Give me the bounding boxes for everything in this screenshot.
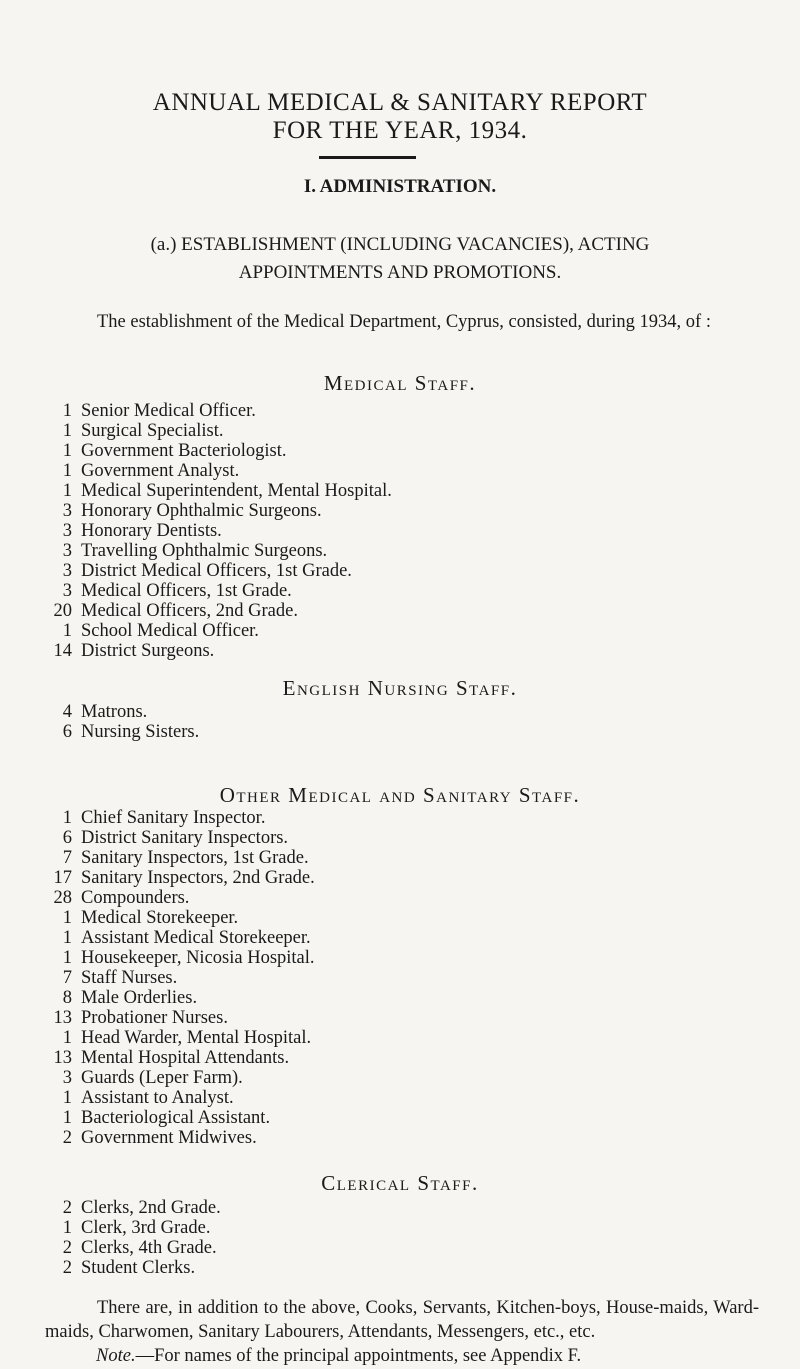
item-label: Government Bacteriologist.: [81, 441, 287, 461]
item-label: Probationer Nurses.: [81, 1008, 228, 1028]
intro-text: The establishment of the Medical Department, Cyprus, consisted, during 1934, of :: [97, 312, 711, 332]
item-label: Matrons.: [81, 702, 148, 722]
list-item: [40, 1008, 740, 1028]
list-item: [40, 481, 740, 501]
list-item: [40, 928, 740, 948]
note-text: —For names of the principal appointments, see Appendix F.: [135, 1346, 582, 1366]
list-item: [40, 441, 740, 461]
list-item: [40, 521, 740, 541]
group-heading-clerical-staff: Clerical Staff.: [321, 1171, 479, 1195]
item-label: Medical Storekeeper.: [81, 908, 239, 928]
item-label: Medical Officers, 1st Grade.: [81, 581, 292, 601]
list-item: [40, 828, 740, 848]
item-count: 13: [53, 1008, 72, 1028]
list-item: [40, 1048, 740, 1068]
item-count: 3: [62, 521, 72, 541]
item-label: Senior Medical Officer.: [81, 401, 256, 421]
item-label: Medical Superintendent, Mental Hospital.: [81, 481, 392, 501]
item-label: Housekeeper, Nicosia Hospital.: [81, 948, 315, 968]
list-item: [40, 988, 740, 1008]
item-count: 20: [53, 601, 72, 621]
item-label: Assistant Medical Storekeeper.: [81, 928, 311, 948]
item-label: Sanitary Inspectors, 2nd Grade.: [81, 868, 315, 888]
item-count: 1: [62, 928, 72, 948]
list-item: [40, 581, 740, 601]
item-count: 2: [62, 1238, 72, 1258]
item-label: Government Analyst.: [81, 461, 240, 481]
item-count: 2: [62, 1128, 72, 1148]
list-item: [40, 1258, 740, 1278]
list-item: [40, 908, 740, 928]
item-label: Student Clerks.: [81, 1258, 196, 1278]
item-count: 1: [62, 1218, 72, 1238]
other-staff-list: [40, 808, 740, 1148]
item-count: 7: [62, 968, 72, 988]
item-label: District Medical Officers, 1st Grade.: [81, 561, 352, 581]
list-item: [40, 501, 740, 521]
item-count: 7: [62, 848, 72, 868]
list-item: [40, 1068, 740, 1088]
item-count: 3: [62, 541, 72, 561]
item-label: Bacteriological Assistant.: [81, 1108, 271, 1128]
item-count: 1: [62, 441, 72, 461]
item-label: Staff Nurses.: [81, 968, 178, 988]
item-count: 3: [62, 501, 72, 521]
item-label: Sanitary Inspectors, 1st Grade.: [81, 848, 309, 868]
item-count: 1: [62, 948, 72, 968]
item-count: 28: [53, 888, 72, 908]
item-label: Surgical Specialist.: [81, 421, 224, 441]
item-label: Guards (Leper Farm).: [81, 1068, 243, 1088]
item-count: 6: [62, 828, 72, 848]
item-label: Honorary Ophthalmic Surgeons.: [81, 501, 322, 521]
item-label: Government Midwives.: [81, 1128, 257, 1148]
item-label: Clerks, 2nd Grade.: [81, 1198, 221, 1218]
group-heading-medical-staff: Medical Staff.: [323, 371, 477, 395]
section-heading: I. ADMINISTRATION.: [303, 176, 497, 197]
list-item: [40, 641, 740, 661]
item-count: 1: [62, 808, 72, 828]
closing-paragraph: [45, 1297, 759, 1344]
item-count: 17: [53, 868, 72, 888]
report-subtitle: FOR THE YEAR, 1934.: [272, 117, 528, 144]
nursing-staff-list: [40, 702, 740, 742]
item-count: 1: [62, 461, 72, 481]
item-label: Compounders.: [81, 888, 190, 908]
report-title: ANNUAL MEDICAL & SANITARY REPORT: [152, 89, 648, 116]
list-item: [40, 888, 740, 908]
clerical-staff-list: [40, 1198, 740, 1278]
item-label: Honorary Dentists.: [81, 521, 222, 541]
item-count: 14: [53, 641, 72, 661]
item-count: 8: [62, 988, 72, 1008]
item-label: Medical Officers, 2nd Grade.: [81, 601, 298, 621]
title-divider: [319, 156, 416, 159]
list-item: [40, 868, 740, 888]
list-item: [40, 601, 740, 621]
item-count: 1: [62, 1088, 72, 1108]
group-heading-other-staff: Other Medical and Sanitary Staff.: [219, 783, 581, 807]
list-item: [40, 702, 740, 722]
item-count: 1: [62, 421, 72, 441]
note-label: Note.: [96, 1346, 136, 1366]
list-item: [40, 1218, 740, 1238]
item-count: 2: [62, 1258, 72, 1278]
list-item: [40, 541, 740, 561]
list-item: [40, 561, 740, 581]
list-item: [40, 1088, 740, 1108]
list-item: [40, 1198, 740, 1218]
note-paragraph: [96, 1345, 756, 1369]
list-item: [40, 948, 740, 968]
list-item: [40, 1108, 740, 1128]
item-count: 6: [62, 722, 72, 742]
item-label: Nursing Sisters.: [81, 722, 200, 742]
item-count: 1: [62, 1108, 72, 1128]
list-item: [40, 421, 740, 441]
item-label: District Surgeons.: [81, 641, 215, 661]
item-count: 1: [62, 621, 72, 641]
item-label: Mental Hospital Attendants.: [81, 1048, 290, 1068]
list-item: [40, 621, 740, 641]
list-item: [40, 1028, 740, 1048]
list-item: [40, 1238, 740, 1258]
item-count: 3: [62, 1068, 72, 1088]
subsection-heading-line1: (a.) ESTABLISHMENT (INCLUDING VACANCIES), ACTING: [150, 234, 650, 255]
list-item: [40, 968, 740, 988]
item-count: 2: [62, 1198, 72, 1218]
item-label: Clerk, 3rd Grade.: [81, 1218, 211, 1238]
item-label: Chief Sanitary Inspector.: [81, 808, 266, 828]
item-count: 1: [62, 1028, 72, 1048]
list-item: [40, 1128, 740, 1148]
closing-text: There are, in addition to the above, Cooks, Servants, Kitchen-boys, House-maids, Ward-maids, Charwomen, Sanitary Labourers, Attendants, Messengers, etc., etc.: [45, 1298, 759, 1342]
item-count: 13: [53, 1048, 72, 1068]
item-label: Head Warder, Mental Hospital.: [81, 1028, 312, 1048]
list-item: [40, 722, 740, 742]
item-count: 1: [62, 908, 72, 928]
item-count: 1: [62, 481, 72, 501]
item-label: Assistant to Analyst.: [81, 1088, 234, 1108]
item-count: 3: [62, 581, 72, 601]
item-count: 4: [62, 702, 72, 722]
item-count: 3: [62, 561, 72, 581]
item-label: Clerks, 4th Grade.: [81, 1238, 217, 1258]
subsection-heading-line2: APPOINTMENTS AND PROMOTIONS.: [238, 262, 562, 283]
list-item: [40, 461, 740, 481]
list-item: [40, 808, 740, 828]
item-label: Male Orderlies.: [81, 988, 198, 1008]
group-heading-nursing-staff: English Nursing Staff.: [282, 676, 518, 700]
item-count: 1: [62, 401, 72, 421]
item-label: School Medical Officer.: [81, 621, 259, 641]
intro-paragraph: [45, 311, 759, 335]
list-item: [40, 848, 740, 868]
medical-staff-list: [40, 401, 740, 661]
list-item: [40, 401, 740, 421]
item-label: Travelling Ophthalmic Surgeons.: [81, 541, 328, 561]
item-label: District Sanitary Inspectors.: [81, 828, 289, 848]
